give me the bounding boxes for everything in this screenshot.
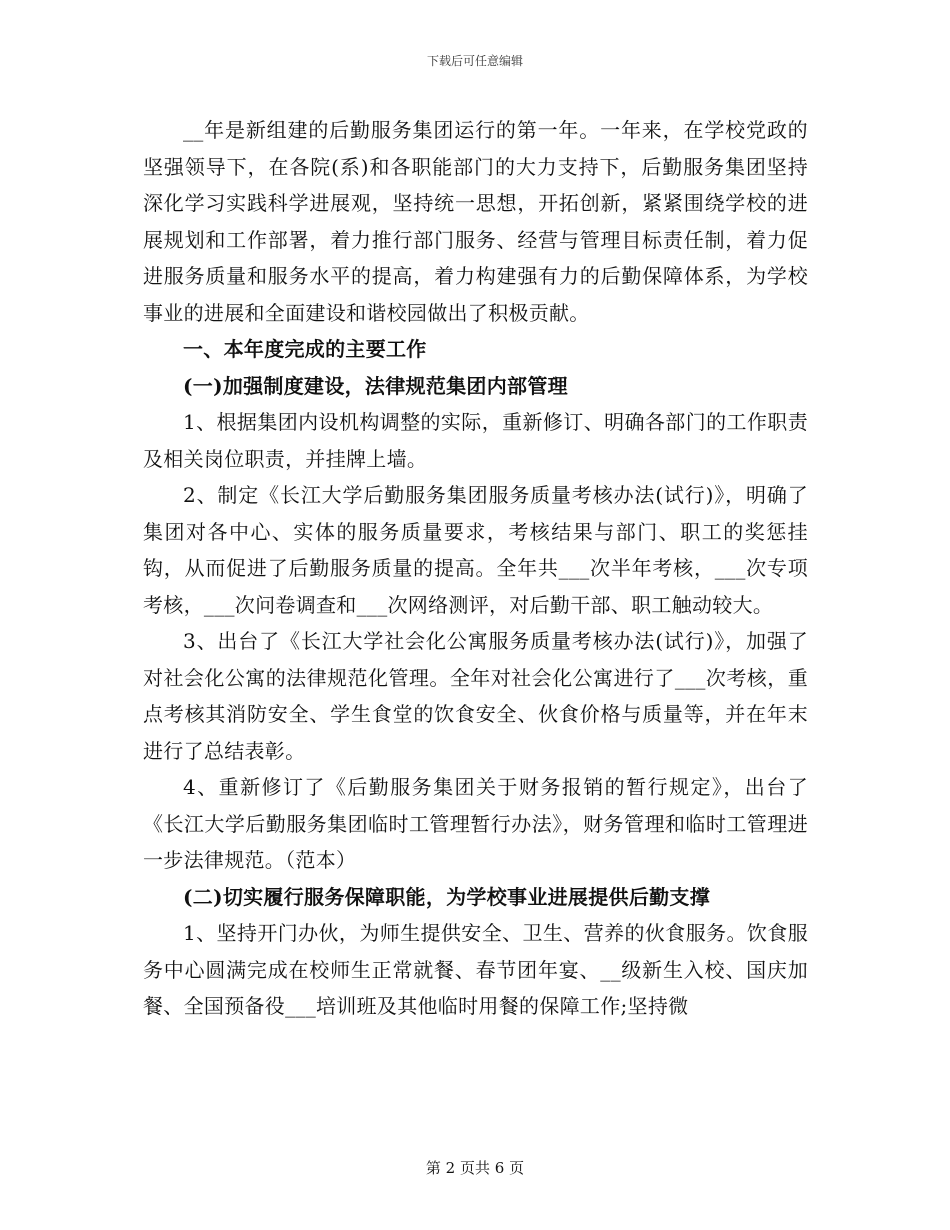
page-header: 下载后可任意编辑 bbox=[426, 54, 523, 68]
intro-paragraph: __年是新组建的后勤服务集团运行的第一年。一年来，在学校党政的坚强领导下，在各院(系)和各职能部门的大力支持下，后勤服务集团坚持深化学习实践科学进展观，坚持统一思想，开拓创新，紧紧围绕学校的进展规划和工作部署，着力推行部门服务、经营与管理目标责任制，着力促进服务质量和服务水平的提高，着力构建强有力的后勤保障体系，为学校事业的进展和全面建设和谐校园做出了积极贡献。 bbox=[143, 118, 808, 325]
document-body bbox=[143, 112, 808, 1025]
page-number-footer: 第 2 页共 6 页 bbox=[425, 1159, 525, 1177]
section-heading-main-work: 一、本年度完成的主要工作 bbox=[183, 337, 427, 361]
paragraph-service-item-1: 1、坚持开门办伙，为师生提供安全、卫生、营养的伙食服务。饮食服务中心圆满完成在校师生正常就餐、春节团年宴、__级新生入校、国庆加餐、全国预备役___培训班及其他临时用餐的保障工作;坚持微 bbox=[143, 921, 808, 1018]
subsection-heading-system-building: (一)加强制度建设，法律规范集团内部管理 bbox=[183, 373, 568, 398]
paragraph-item-2: 2、制定《长江大学后勤服务集团服务质量考核办法(试行)》，明确了集团对各中心、实体的服务质量要求，考核结果与部门、职工的奖惩挂钩，从而促进了后勤服务质量的提高。全年共___次半年考核，___次专项考核，___次问卷调查和___次网络测评，对后勤干部、职工触动较大。 bbox=[143, 483, 808, 617]
paragraph-item-1: 1、根据集团内设机构调整的实际，重新修订、明确各部门的工作职责及相关岗位职责，并挂牌上墙。 bbox=[143, 410, 808, 471]
paragraph-item-3: 3、出台了《长江大学社会化公寓服务质量考核办法(试行)》，加强了对社会化公寓的法律规范化管理。全年对社会化公寓进行了___次考核，重点考核其消防安全、学生食堂的饮食安全、伙食价格与质量等，并在年末进行了总结表彰。 bbox=[143, 629, 808, 763]
subsection-heading-service-support: (二)切实履行服务保障职能，为学校事业进展提供后勤支撑 bbox=[183, 884, 711, 909]
paragraph-item-4: 4、重新修订了《后勤服务集团关于财务报销的暂行规定》，出台了《长江大学后勤服务集团临时工管理暂行办法》，财务管理和临时工管理进一步法律规范。（范本） bbox=[143, 775, 808, 872]
